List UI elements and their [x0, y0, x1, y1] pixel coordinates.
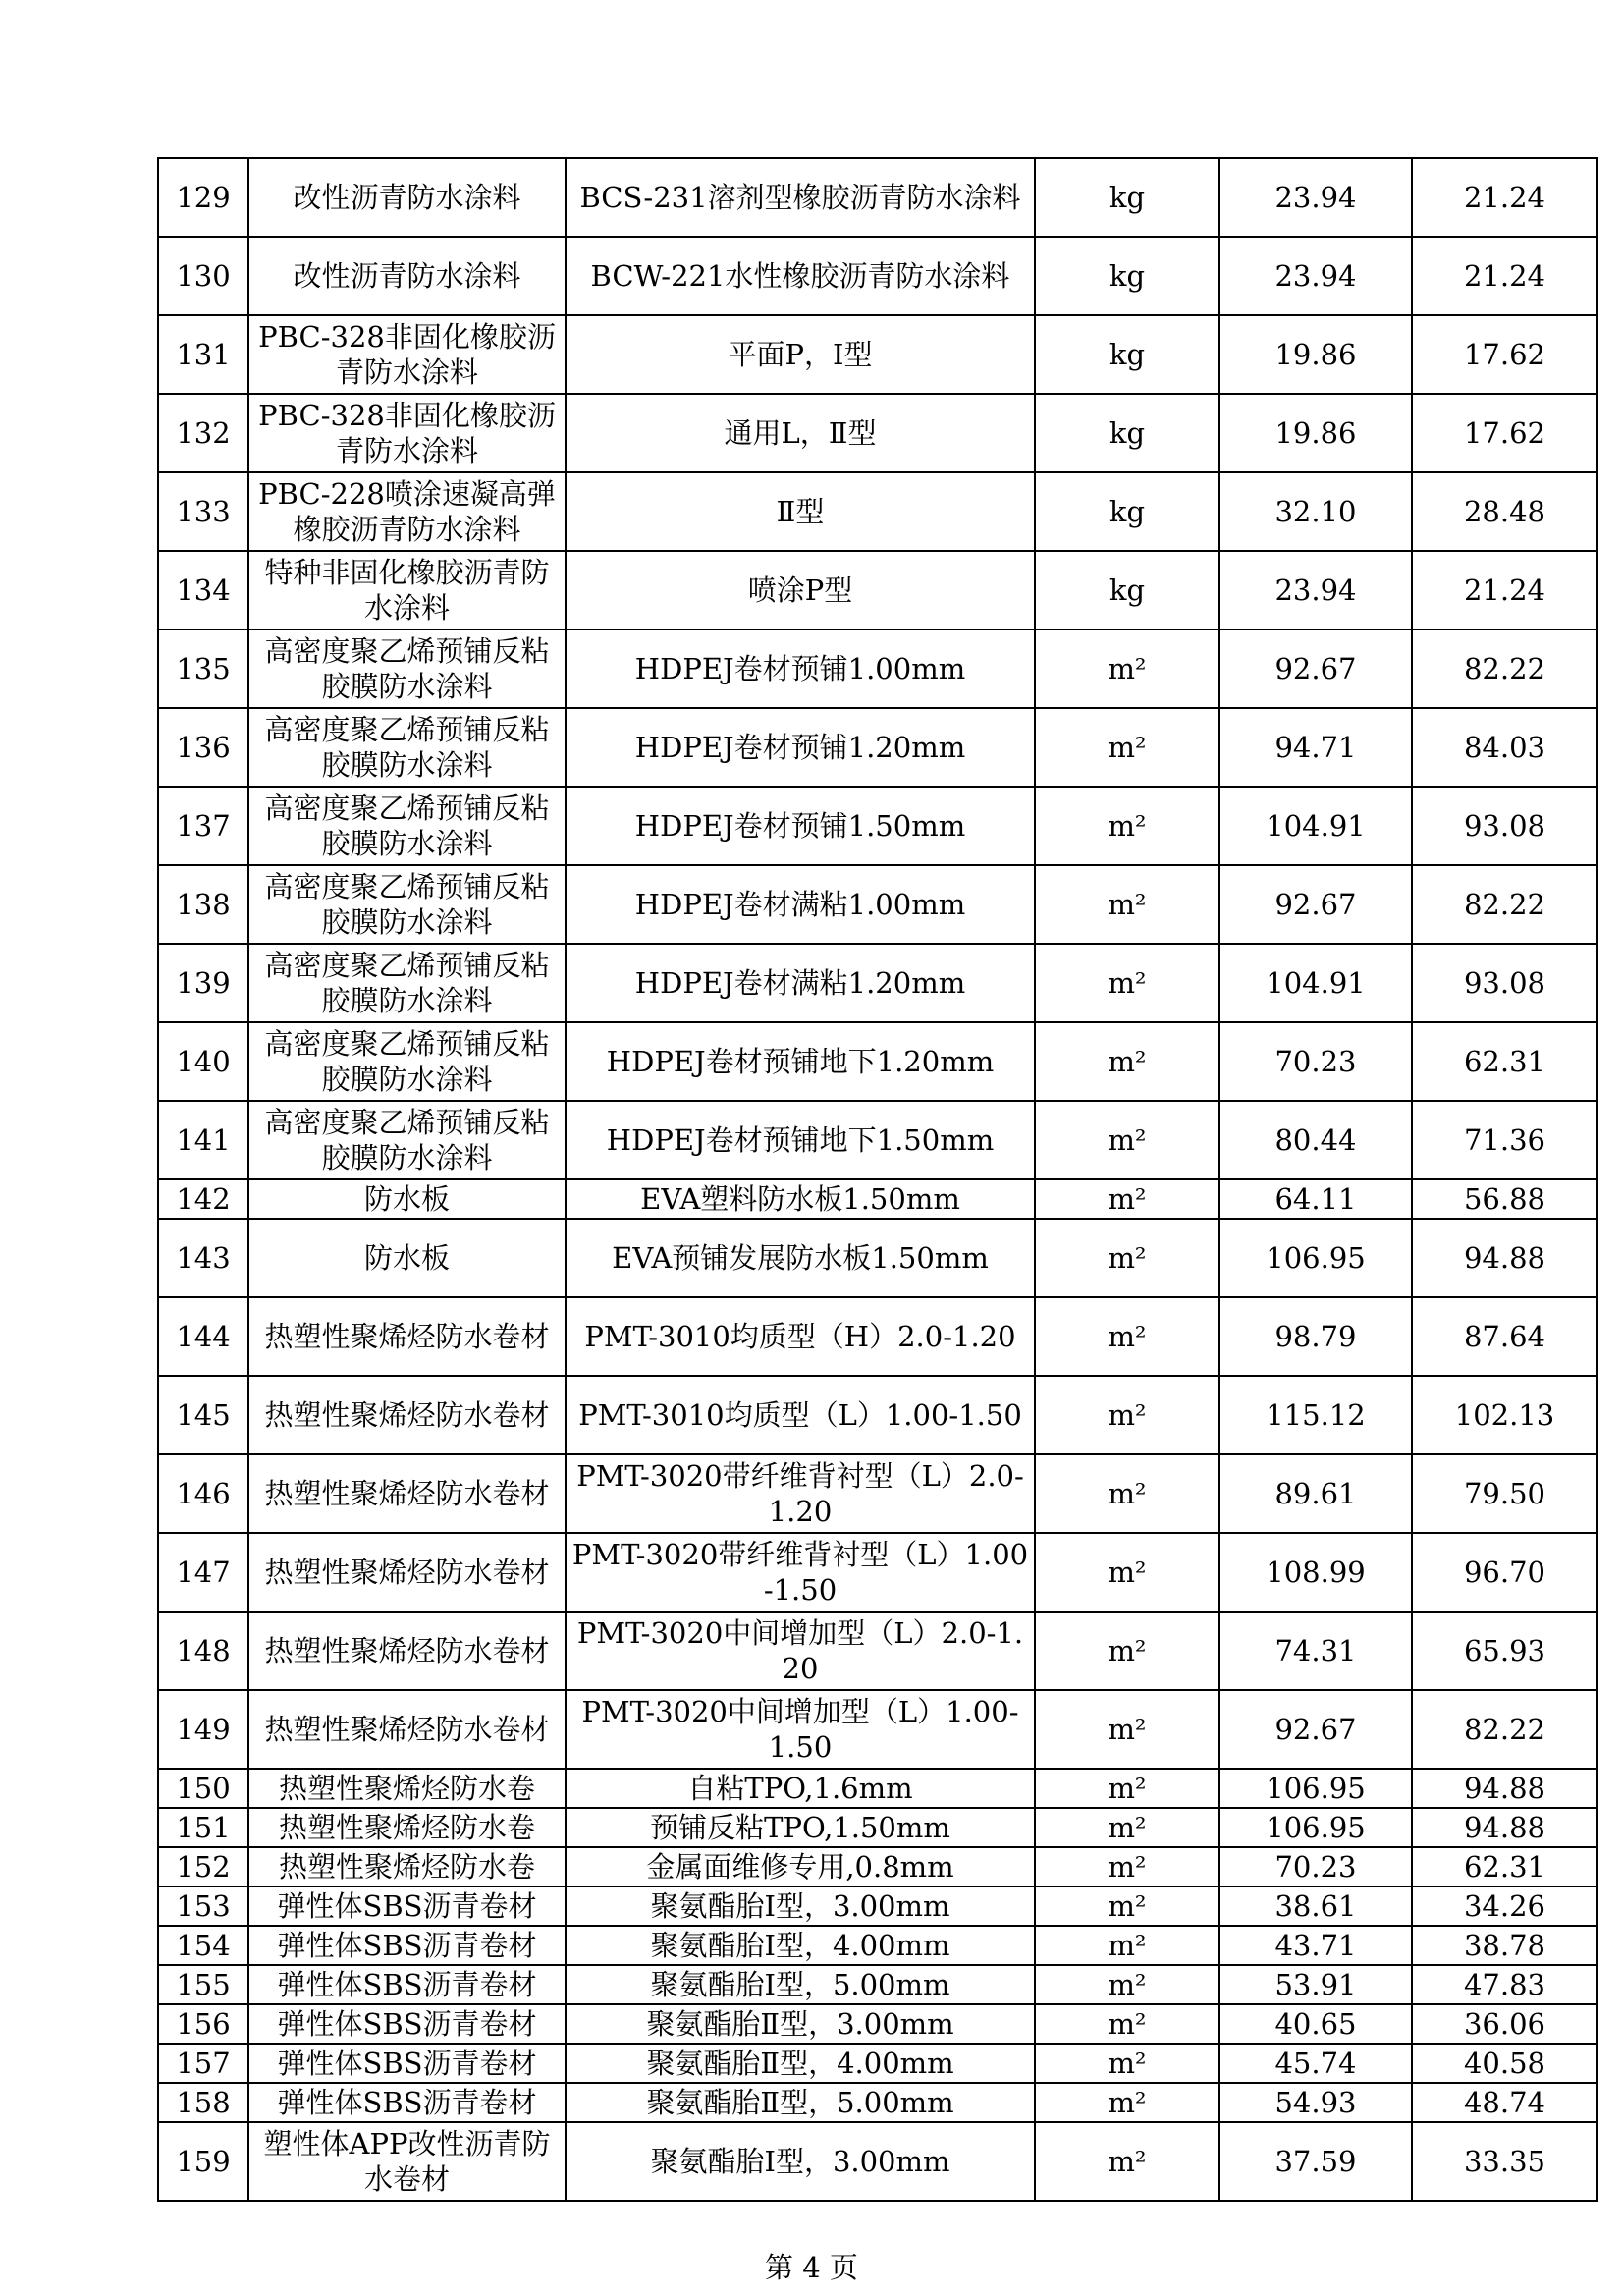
item-number-cell: 144 — [158, 1297, 248, 1376]
item-number-cell: 134 — [158, 551, 248, 629]
material-name-cell: 弹性体SBS沥青卷材 — [248, 2004, 566, 2044]
item-number-cell: 153 — [158, 1886, 248, 1926]
specification-cell: PMT-3020中间增加型（L）2.0-1.20 — [566, 1612, 1035, 1690]
item-number-cell: 147 — [158, 1533, 248, 1612]
item-number-cell: 148 — [158, 1612, 248, 1690]
price-1-cell: 23.94 — [1219, 158, 1412, 237]
price-2-cell: 38.78 — [1412, 1926, 1597, 1965]
specification-cell: 金属面维修专用,0.8mm — [566, 1847, 1035, 1886]
price-2-cell: 40.58 — [1412, 2044, 1597, 2083]
material-name-cell: 热塑性聚烯烃防水卷材 — [248, 1612, 566, 1690]
material-name-cell: 高密度聚乙烯预铺反粘胶膜防水涂料 — [248, 1101, 566, 1179]
specification-cell: 通用L，Ⅱ型 — [566, 394, 1035, 472]
item-number-cell: 149 — [158, 1690, 248, 1769]
price-2-cell: 21.24 — [1412, 158, 1597, 237]
material-name-cell: 防水板 — [248, 1179, 566, 1219]
price-1-cell: 45.74 — [1219, 2044, 1412, 2083]
specification-cell: 喷涂P型 — [566, 551, 1035, 629]
material-name-cell: 热塑性聚烯烃防水卷材 — [248, 1376, 566, 1454]
price-1-cell: 19.86 — [1219, 315, 1412, 394]
specification-cell: HDPEJ卷材预铺地下1.20mm — [566, 1022, 1035, 1101]
material-name-cell: 弹性体SBS沥青卷材 — [248, 2083, 566, 2122]
item-number-cell: 152 — [158, 1847, 248, 1886]
price-1-cell: 23.94 — [1219, 237, 1412, 315]
specification-cell: HDPEJ卷材预铺1.50mm — [566, 787, 1035, 865]
unit-cell: m² — [1035, 1101, 1219, 1179]
item-number-cell: 145 — [158, 1376, 248, 1454]
unit-cell: m² — [1035, 1886, 1219, 1926]
price-1-cell: 38.61 — [1219, 1886, 1412, 1926]
specification-cell: HDPEJ卷材满粘1.20mm — [566, 944, 1035, 1022]
price-1-cell: 32.10 — [1219, 472, 1412, 551]
price-1-cell: 104.91 — [1219, 944, 1412, 1022]
unit-cell: m² — [1035, 1769, 1219, 1808]
item-number-cell: 139 — [158, 944, 248, 1022]
price-2-cell: 17.62 — [1412, 394, 1597, 472]
price-1-cell: 92.67 — [1219, 629, 1412, 708]
price-1-cell: 19.86 — [1219, 394, 1412, 472]
price-1-cell: 74.31 — [1219, 1612, 1412, 1690]
specification-cell: 聚氨酯胎Ⅰ型，3.00mm — [566, 2122, 1035, 2201]
specification-cell: HDPEJ卷材预铺1.00mm — [566, 629, 1035, 708]
price-1-cell: 37.59 — [1219, 2122, 1412, 2201]
material-name-cell: 热塑性聚烯烃防水卷材 — [248, 1690, 566, 1769]
item-number-cell: 137 — [158, 787, 248, 865]
table-row — [158, 1022, 1597, 1101]
item-number-cell: 143 — [158, 1219, 248, 1297]
material-name-cell: 高密度聚乙烯预铺反粘胶膜防水涂料 — [248, 787, 566, 865]
item-number-cell: 154 — [158, 1926, 248, 1965]
table-row — [158, 2004, 1597, 2044]
unit-cell: kg — [1035, 237, 1219, 315]
price-2-cell: 93.08 — [1412, 787, 1597, 865]
table-row — [158, 1454, 1597, 1533]
material-name-cell: 热塑性聚烯烃防水卷 — [248, 1847, 566, 1886]
price-2-cell: 96.70 — [1412, 1533, 1597, 1612]
unit-cell: m² — [1035, 1965, 1219, 2004]
table-row — [158, 1886, 1597, 1926]
specification-cell: BCS-231溶剂型橡胶沥青防水涂料 — [566, 158, 1035, 237]
item-number-cell: 130 — [158, 237, 248, 315]
price-1-cell: 108.99 — [1219, 1533, 1412, 1612]
item-number-cell: 136 — [158, 708, 248, 787]
specification-cell: HDPEJ卷材满粘1.00mm — [566, 865, 1035, 944]
item-number-cell: 146 — [158, 1454, 248, 1533]
unit-cell: m² — [1035, 1847, 1219, 1886]
unit-cell: m² — [1035, 944, 1219, 1022]
price-2-cell: 93.08 — [1412, 944, 1597, 1022]
item-number-cell: 158 — [158, 2083, 248, 2122]
price-2-cell: 82.22 — [1412, 865, 1597, 944]
material-name-cell: 热塑性聚烯烃防水卷 — [248, 1769, 566, 1808]
unit-cell: m² — [1035, 708, 1219, 787]
material-name-cell: 热塑性聚烯烃防水卷材 — [248, 1454, 566, 1533]
price-2-cell: 21.24 — [1412, 237, 1597, 315]
specification-cell: 聚氨酯胎Ⅰ型，3.00mm — [566, 1886, 1035, 1926]
price-2-cell: 33.35 — [1412, 2122, 1597, 2201]
item-number-cell: 142 — [158, 1179, 248, 1219]
table-row — [158, 2044, 1597, 2083]
table-row — [158, 394, 1597, 472]
price-2-cell: 82.22 — [1412, 1690, 1597, 1769]
material-name-cell: 弹性体SBS沥青卷材 — [248, 1886, 566, 1926]
unit-cell: kg — [1035, 394, 1219, 472]
material-name-cell: 改性沥青防水涂料 — [248, 158, 566, 237]
unit-cell: m² — [1035, 1612, 1219, 1690]
unit-cell: m² — [1035, 1297, 1219, 1376]
specification-cell: 自粘TPO,1.6mm — [566, 1769, 1035, 1808]
table-row — [158, 1376, 1597, 1454]
price-2-cell: 17.62 — [1412, 315, 1597, 394]
table-row — [158, 2083, 1597, 2122]
table-row — [158, 158, 1597, 237]
item-number-cell: 138 — [158, 865, 248, 944]
price-1-cell: 70.23 — [1219, 1847, 1412, 1886]
price-2-cell: 94.88 — [1412, 1769, 1597, 1808]
table-row — [158, 865, 1597, 944]
unit-cell: m² — [1035, 865, 1219, 944]
price-1-cell: 106.95 — [1219, 1219, 1412, 1297]
item-number-cell: 129 — [158, 158, 248, 237]
table-row — [158, 708, 1597, 787]
price-1-cell: 53.91 — [1219, 1965, 1412, 2004]
price-2-cell: 47.83 — [1412, 1965, 1597, 2004]
table-row — [158, 629, 1597, 708]
unit-cell: m² — [1035, 1808, 1219, 1847]
material-name-cell: 弹性体SBS沥青卷材 — [248, 1926, 566, 1965]
specification-cell: PMT-3010均质型（L）1.00-1.50 — [566, 1376, 1035, 1454]
table-row — [158, 1219, 1597, 1297]
table-row — [158, 1612, 1597, 1690]
material-name-cell: 高密度聚乙烯预铺反粘胶膜防水涂料 — [248, 865, 566, 944]
item-number-cell: 151 — [158, 1808, 248, 1847]
price-1-cell: 106.95 — [1219, 1808, 1412, 1847]
item-number-cell: 155 — [158, 1965, 248, 2004]
specification-cell: HDPEJ卷材预铺地下1.50mm — [566, 1101, 1035, 1179]
price-2-cell: 82.22 — [1412, 629, 1597, 708]
price-1-cell: 89.61 — [1219, 1454, 1412, 1533]
table-row — [158, 787, 1597, 865]
price-1-cell: 106.95 — [1219, 1769, 1412, 1808]
item-number-cell: 156 — [158, 2004, 248, 2044]
table-row — [158, 237, 1597, 315]
specification-cell: 聚氨酯胎Ⅱ型，5.00mm — [566, 2083, 1035, 2122]
unit-cell: m² — [1035, 2122, 1219, 2201]
price-2-cell: 21.24 — [1412, 551, 1597, 629]
material-name-cell: 弹性体SBS沥青卷材 — [248, 1965, 566, 2004]
specification-cell: PMT-3020带纤维背衬型（L）1.00-1.50 — [566, 1533, 1035, 1612]
price-2-cell: 71.36 — [1412, 1101, 1597, 1179]
unit-cell: m² — [1035, 1926, 1219, 1965]
material-name-cell: 弹性体SBS沥青卷材 — [248, 2044, 566, 2083]
price-2-cell: 87.64 — [1412, 1297, 1597, 1376]
table-row — [158, 1179, 1597, 1219]
table-row — [158, 1690, 1597, 1769]
item-number-cell: 150 — [158, 1769, 248, 1808]
unit-cell: m² — [1035, 2083, 1219, 2122]
material-name-cell: 防水板 — [248, 1219, 566, 1297]
specification-cell: 聚氨酯胎Ⅱ型，4.00mm — [566, 2044, 1035, 2083]
material-name-cell: 高密度聚乙烯预铺反粘胶膜防水涂料 — [248, 944, 566, 1022]
unit-cell: m² — [1035, 787, 1219, 865]
unit-cell: m² — [1035, 2044, 1219, 2083]
price-2-cell: 28.48 — [1412, 472, 1597, 551]
price-2-cell: 34.26 — [1412, 1886, 1597, 1926]
specification-cell: 聚氨酯胎Ⅰ型，5.00mm — [566, 1965, 1035, 2004]
unit-cell: m² — [1035, 629, 1219, 708]
item-number-cell: 135 — [158, 629, 248, 708]
specification-cell: 预铺反粘TPO,1.50mm — [566, 1808, 1035, 1847]
item-number-cell: 140 — [158, 1022, 248, 1101]
material-name-cell: 高密度聚乙烯预铺反粘胶膜防水涂料 — [248, 708, 566, 787]
table-row — [158, 1926, 1597, 1965]
material-name-cell: PBC-328非固化橡胶沥青防水涂料 — [248, 315, 566, 394]
specification-cell: EVA预铺发展防水板1.50mm — [566, 1219, 1035, 1297]
specification-cell: BCW-221水性橡胶沥青防水涂料 — [566, 237, 1035, 315]
material-name-cell: 热塑性聚烯烃防水卷材 — [248, 1533, 566, 1612]
item-number-cell: 133 — [158, 472, 248, 551]
price-2-cell: 36.06 — [1412, 2004, 1597, 2044]
material-name-cell: 热塑性聚烯烃防水卷材 — [248, 1297, 566, 1376]
price-1-cell: 92.67 — [1219, 865, 1412, 944]
table-row — [158, 1965, 1597, 2004]
price-1-cell: 94.71 — [1219, 708, 1412, 787]
table-row — [158, 1847, 1597, 1886]
material-name-cell: 特种非固化橡胶沥青防水涂料 — [248, 551, 566, 629]
unit-cell: kg — [1035, 472, 1219, 551]
table-row — [158, 1533, 1597, 1612]
price-table-body — [158, 158, 1597, 2201]
specification-cell: HDPEJ卷材预铺1.20mm — [566, 708, 1035, 787]
price-2-cell: 84.03 — [1412, 708, 1597, 787]
item-number-cell: 141 — [158, 1101, 248, 1179]
price-1-cell: 23.94 — [1219, 551, 1412, 629]
material-name-cell: PBC-328非固化橡胶沥青防水涂料 — [248, 394, 566, 472]
specification-cell: 平面P，Ⅰ型 — [566, 315, 1035, 394]
item-number-cell: 157 — [158, 2044, 248, 2083]
item-number-cell: 132 — [158, 394, 248, 472]
item-number-cell: 159 — [158, 2122, 248, 2201]
price-1-cell: 54.93 — [1219, 2083, 1412, 2122]
unit-cell: m² — [1035, 1219, 1219, 1297]
specification-cell: 聚氨酯胎Ⅰ型，4.00mm — [566, 1926, 1035, 1965]
price-1-cell: 115.12 — [1219, 1376, 1412, 1454]
table-row — [158, 2122, 1597, 2201]
specification-cell: PMT-3020带纤维背衬型（L）2.0-1.20 — [566, 1454, 1035, 1533]
table-row — [158, 1297, 1597, 1376]
unit-cell: m² — [1035, 1022, 1219, 1101]
price-2-cell: 79.50 — [1412, 1454, 1597, 1533]
unit-cell: m² — [1035, 1179, 1219, 1219]
material-name-cell: 塑性体APP改性沥青防水卷材 — [248, 2122, 566, 2201]
table-row — [158, 1769, 1597, 1808]
price-2-cell: 102.13 — [1412, 1376, 1597, 1454]
material-name-cell: 热塑性聚烯烃防水卷 — [248, 1808, 566, 1847]
specification-cell: EVA塑料防水板1.50mm — [566, 1179, 1035, 1219]
price-2-cell: 94.88 — [1412, 1219, 1597, 1297]
unit-cell: m² — [1035, 1533, 1219, 1612]
unit-cell: m² — [1035, 1454, 1219, 1533]
table-row — [158, 472, 1597, 551]
unit-cell: m² — [1035, 1690, 1219, 1769]
unit-cell: kg — [1035, 551, 1219, 629]
price-table — [157, 157, 1598, 2202]
table-row — [158, 944, 1597, 1022]
item-number-cell: 131 — [158, 315, 248, 394]
table-row — [158, 551, 1597, 629]
price-2-cell: 56.88 — [1412, 1179, 1597, 1219]
price-2-cell: 94.88 — [1412, 1808, 1597, 1847]
unit-cell: kg — [1035, 315, 1219, 394]
price-1-cell: 98.79 — [1219, 1297, 1412, 1376]
price-1-cell: 104.91 — [1219, 787, 1412, 865]
page-number: 第 4 页 — [765, 2251, 858, 2284]
specification-cell: 聚氨酯胎Ⅱ型，3.00mm — [566, 2004, 1035, 2044]
specification-cell: PMT-3010均质型（H）2.0-1.20 — [566, 1297, 1035, 1376]
material-name-cell: 高密度聚乙烯预铺反粘胶膜防水涂料 — [248, 629, 566, 708]
table-row — [158, 1101, 1597, 1179]
price-1-cell: 70.23 — [1219, 1022, 1412, 1101]
specification-cell: Ⅱ型 — [566, 472, 1035, 551]
unit-cell: m² — [1035, 1376, 1219, 1454]
material-name-cell: 高密度聚乙烯预铺反粘胶膜防水涂料 — [248, 1022, 566, 1101]
table-row — [158, 315, 1597, 394]
unit-cell: kg — [1035, 158, 1219, 237]
price-1-cell: 92.67 — [1219, 1690, 1412, 1769]
price-2-cell: 65.93 — [1412, 1612, 1597, 1690]
material-name-cell: 改性沥青防水涂料 — [248, 237, 566, 315]
price-1-cell: 40.65 — [1219, 2004, 1412, 2044]
table-row — [158, 1808, 1597, 1847]
specification-cell: PMT-3020中间增加型（L）1.00-1.50 — [566, 1690, 1035, 1769]
price-1-cell: 80.44 — [1219, 1101, 1412, 1179]
price-1-cell: 64.11 — [1219, 1179, 1412, 1219]
unit-cell: m² — [1035, 2004, 1219, 2044]
price-1-cell: 43.71 — [1219, 1926, 1412, 1965]
price-2-cell: 48.74 — [1412, 2083, 1597, 2122]
price-2-cell: 62.31 — [1412, 1847, 1597, 1886]
material-name-cell: PBC-228喷涂速凝高弹橡胶沥青防水涂料 — [248, 472, 566, 551]
price-2-cell: 62.31 — [1412, 1022, 1597, 1101]
